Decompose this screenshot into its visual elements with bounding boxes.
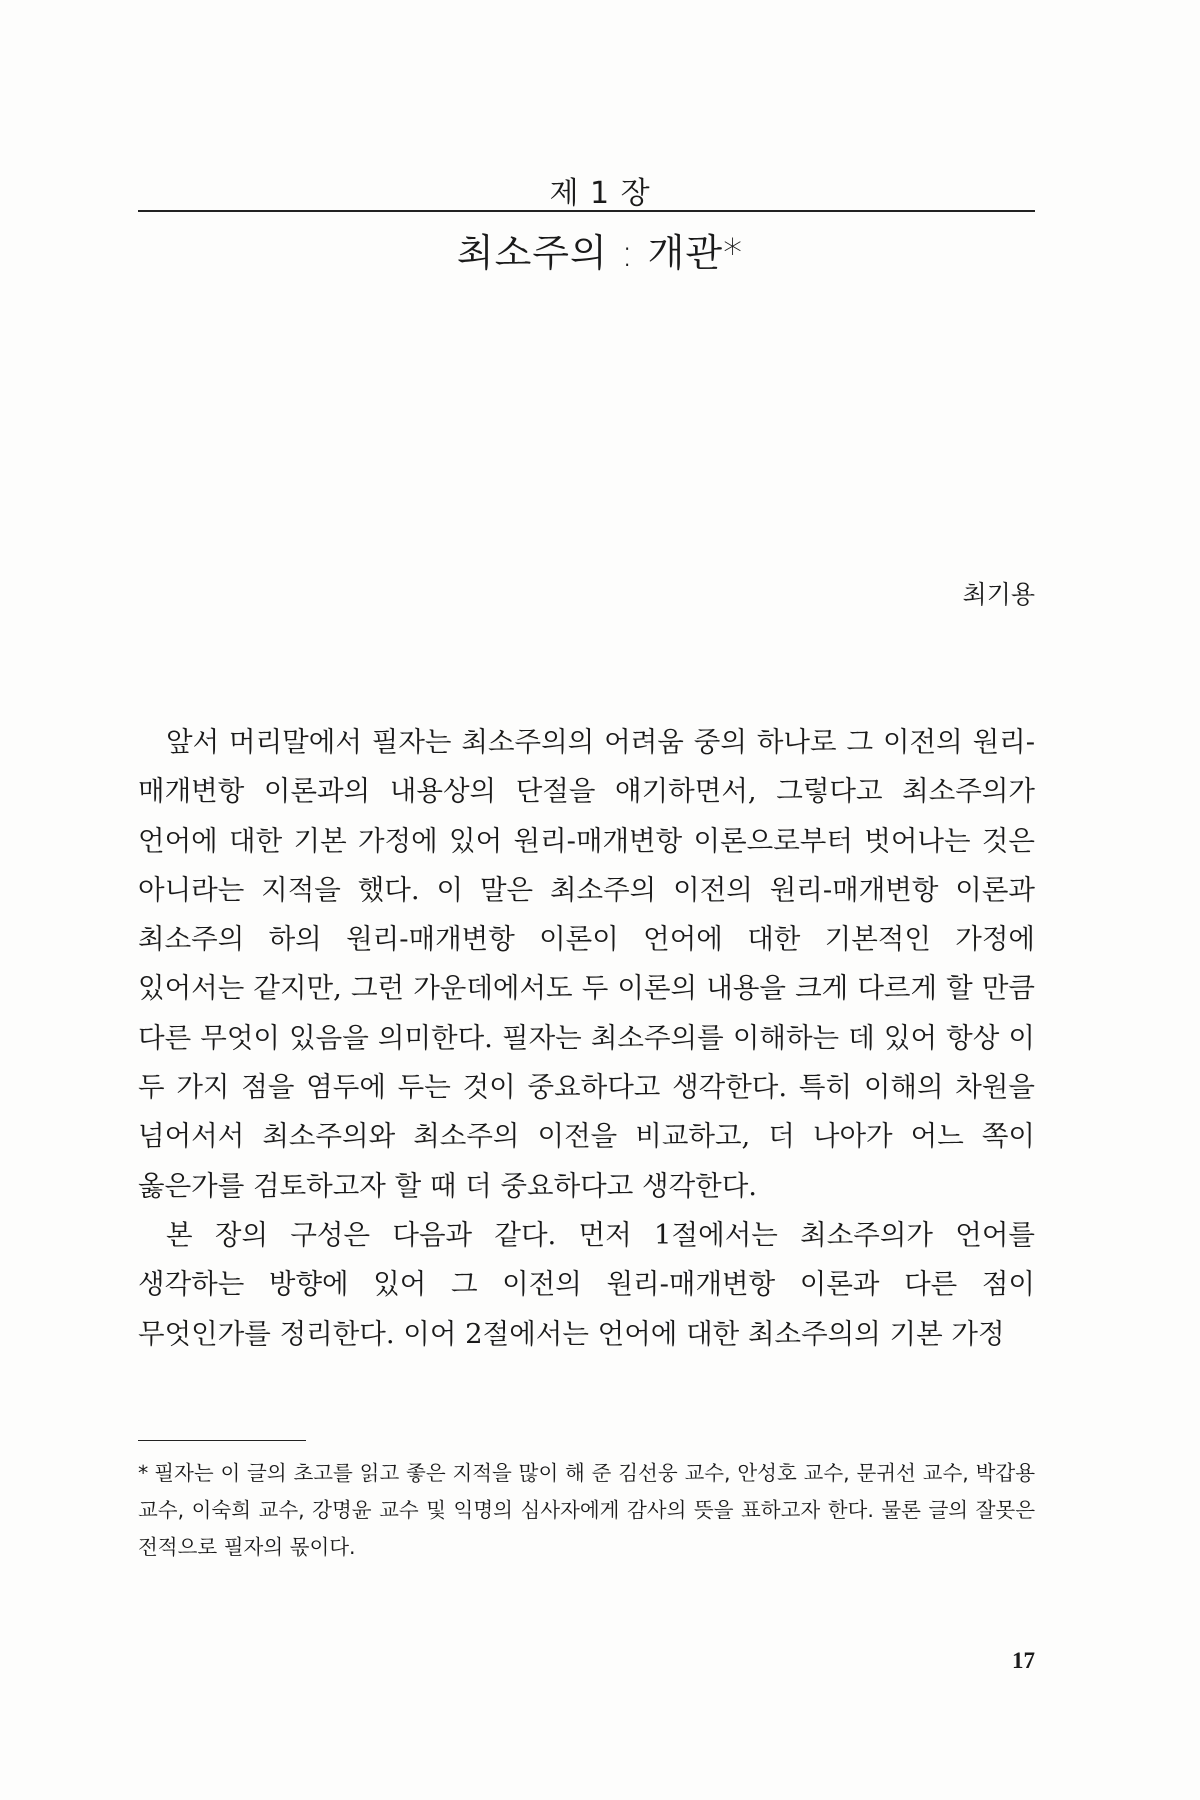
footnote-text: 필자는 이 글의 초고를 읽고 좋은 지적을 많이 해 준 김선웅 교수, 안성호 교수, 문귀선 교수, 박갑용 교수, 이숙희 교수, 강명윤 교수 및 익명의 심사자에게 감사의 뜻을 표하고자 한다. 물론 글의 잘못은 전적으로 필자의 몫이다. bbox=[138, 1461, 1035, 1559]
chapter-number: 제 1 장 bbox=[549, 176, 651, 211]
body-paragraph: 본 장의 구성은 다음과 같다. 먼저 1절에서는 최소주의가 언어를 생각하는 방향에 있어 그 이전의 원리-매개변항 이론과 다른 점이 무엇인가를 정리한다. 이어 2절에서는 언어에 대한 최소주의의 기본 가정 bbox=[138, 1218, 1035, 1350]
author-name: 최기용 bbox=[962, 580, 1035, 609]
chapter-title: 최소주의 : 개관* bbox=[456, 231, 744, 275]
footnote bbox=[138, 1455, 1035, 1566]
body-text bbox=[138, 718, 1035, 1359]
body-paragraph: 앞서 머리말에서 필자는 최소주의의 어려움 중의 하나로 그 이전의 원리-매개변항 이론과의 내용상의 단절을 얘기하면서, 그렇다고 최소주의가 언어에 대한 기본 가정에 있어 원리-매개변항 이론으로부터 벗어나는 것은 아니라는 지적을 했다. 이 말은 최소주의 이전의 원리-매개변항 이론과 최소주의 하의 원리-매개변항 이론이 언어에 대한 기본적인 가정에 있어서는 같지만, 그런 가운데에서도 두 이론의 내용을 크게 다르게 할 만큼 다른 무엇이 있음을 의미한다. 필자는 최소주의를 이해하는 데 있어 항상 이 두 가지 점을 염두에 두는 것이 중요하다고 생각한다. 특히 이해의 차원을 넘어서서 최소주의와 최소주의 이전을 비교하고, 더 나아가 어느 쪽이 옳은가를 검토하고자 할 때 더 중요하다고 생각한다. bbox=[138, 726, 1035, 1202]
footnote-mark: * bbox=[138, 1461, 149, 1485]
chapter-heading-rule bbox=[138, 210, 1035, 212]
footnote-rule bbox=[138, 1440, 306, 1441]
page-number: 17 bbox=[1012, 1648, 1035, 1673]
